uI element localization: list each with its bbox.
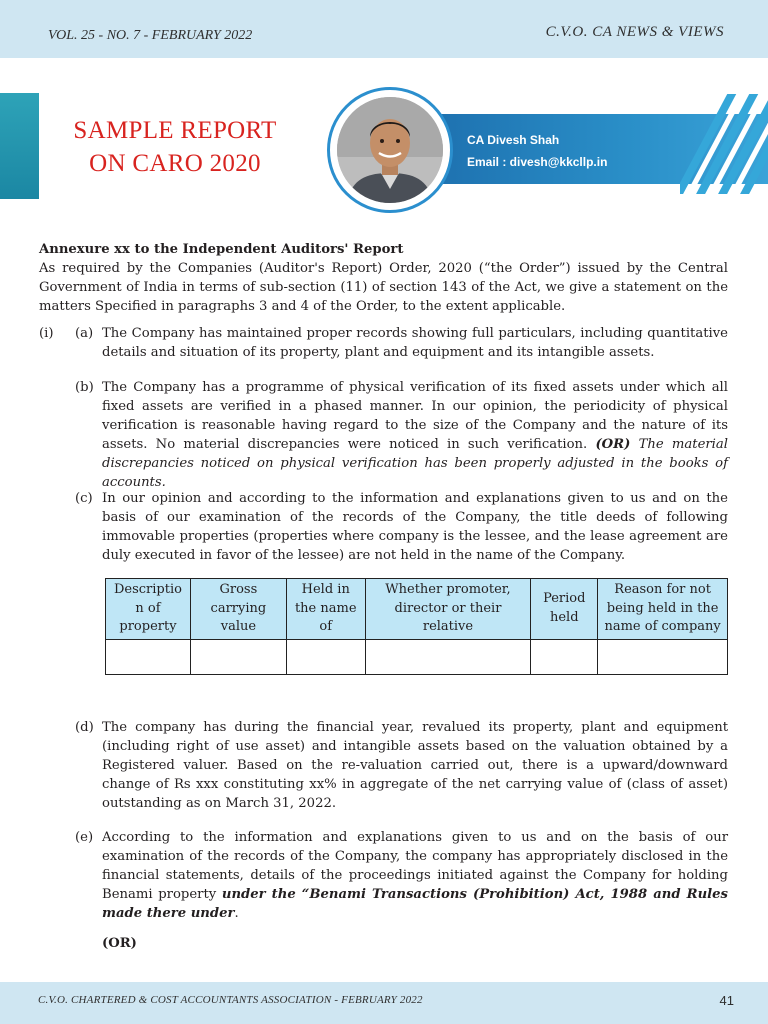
table-cell xyxy=(106,639,191,674)
clause-letter: (c) xyxy=(75,491,93,506)
table-cell xyxy=(598,639,728,674)
decorative-stripes xyxy=(680,94,768,194)
magazine-name: C.V.O. CA NEWS & VIEWS xyxy=(545,24,724,40)
clause-b-body: The Company has a programme of physical verification of its fixed assets under which all fixed assets are verified in a phased manner. In our opinion, the periodicity of physical verification is reasonable having regard to the size of the Company and the nature of its assets. No material discrepancies were noticed in such verification. xyxy=(102,380,728,452)
clause-text: The Company has maintained proper records showing full particulars, including quantitative details and situation of its property, plant and equipment and its intangible assets. xyxy=(102,326,728,360)
clause-text: The company has during the financial year, revalued its property, plant and equipment (including right of use asset) and intangible assets based on the valuation obtained by a Registered valuer. Based on the re-valuation carried out, there is a upward/downward change of Rs xxx constituting xx% in aggregate of the net carrying value of (class of asset) outstanding as on March 31, 2022. xyxy=(102,720,728,811)
clause-text: In our opinion and according to the information and explanations given to us and on the basis of our examination of the records of the Company, the title deeds of following immovable properties (properties where company is the lessee, and the lease agreement are duly executed in favor of the lessee) are not held in the name of the Company. xyxy=(102,491,728,563)
page-number: 41 xyxy=(719,993,734,1008)
table-header-cell: Descriptio n of property xyxy=(106,579,191,640)
table-cell xyxy=(190,639,286,674)
clause-e-end: . xyxy=(234,906,239,921)
report-body xyxy=(39,240,728,316)
clause-text xyxy=(102,828,728,923)
clause-e-act: under the “Benami Transactions (Prohibition) Act, 1988 and Rules made there under xyxy=(102,887,728,921)
page-header-bar xyxy=(0,0,768,58)
table-header-row xyxy=(106,579,728,640)
clause-c xyxy=(39,489,728,565)
table-row xyxy=(106,639,728,674)
table-cell xyxy=(365,639,531,674)
clause-letter: (a) xyxy=(75,326,94,341)
clause-i-a xyxy=(39,324,728,362)
article-title xyxy=(60,114,290,180)
annexure-heading: Annexure xx to the Independent Auditors' Report xyxy=(39,242,404,257)
table-header-cell: Whether promoter, director or their relative xyxy=(365,579,531,640)
clause-text xyxy=(102,378,728,492)
clause-d xyxy=(39,718,728,813)
table-header-cell: Gross carrying value xyxy=(190,579,286,640)
issue-info: VOL. 25 - NO. 7 - FEBRUARY 2022 xyxy=(48,28,253,43)
clause-letter: (d) xyxy=(75,720,94,735)
author-name: CA Divesh Shah xyxy=(467,133,560,147)
author-photo xyxy=(337,97,443,203)
portrait-image xyxy=(337,97,443,203)
clause-letter: (e) xyxy=(75,830,94,845)
table-header-cell: Period held xyxy=(531,579,598,640)
or-label: (OR) xyxy=(102,936,137,951)
left-accent-bar xyxy=(0,93,39,199)
clause-e xyxy=(39,828,728,953)
table-cell xyxy=(286,639,365,674)
property-table xyxy=(105,578,728,675)
table-header-cell: Reason for not being held in the name of company xyxy=(598,579,728,640)
intro-paragraph: As required by the Companies (Auditor's Report) Order, 2020 (“the Order”) issued by the Central Government of India in terms of sub-section (11) of section 143 of the Act, we give a statement on the matters Specified in paragraphs 3 and 4 of the Order, to the extent applicable. xyxy=(39,261,728,314)
page-footer-bar xyxy=(0,982,768,1024)
clause-number: (i) xyxy=(39,326,54,341)
or-marker: (OR) xyxy=(595,437,631,452)
clause-b xyxy=(39,378,728,492)
author-info xyxy=(467,129,607,173)
table-cell xyxy=(531,639,598,674)
clause-letter: (b) xyxy=(75,380,94,395)
title-line-2: ON CARO 2020 xyxy=(89,150,261,177)
footer-org: C.V.O. CHARTERED & COST ACCOUNTANTS ASSOCIATION - FEBRUARY 2022 xyxy=(38,994,423,1006)
title-line-1: SAMPLE REPORT xyxy=(73,117,277,144)
clause-e-body: According to the information and explanations given to us and on the basis of our examination of the records of the Company, the company has appropriately disclosed in the financial statements, details of the proceedings initiated against the Company for holding Benami property xyxy=(102,830,728,902)
table-header-cell: Held in the name of xyxy=(286,579,365,640)
author-email: Email : divesh@kkcllp.in xyxy=(467,155,608,169)
clause-b-italic: The material discrepancies noticed on physical verification has been properly adjusted in the books of accounts. xyxy=(102,437,728,490)
